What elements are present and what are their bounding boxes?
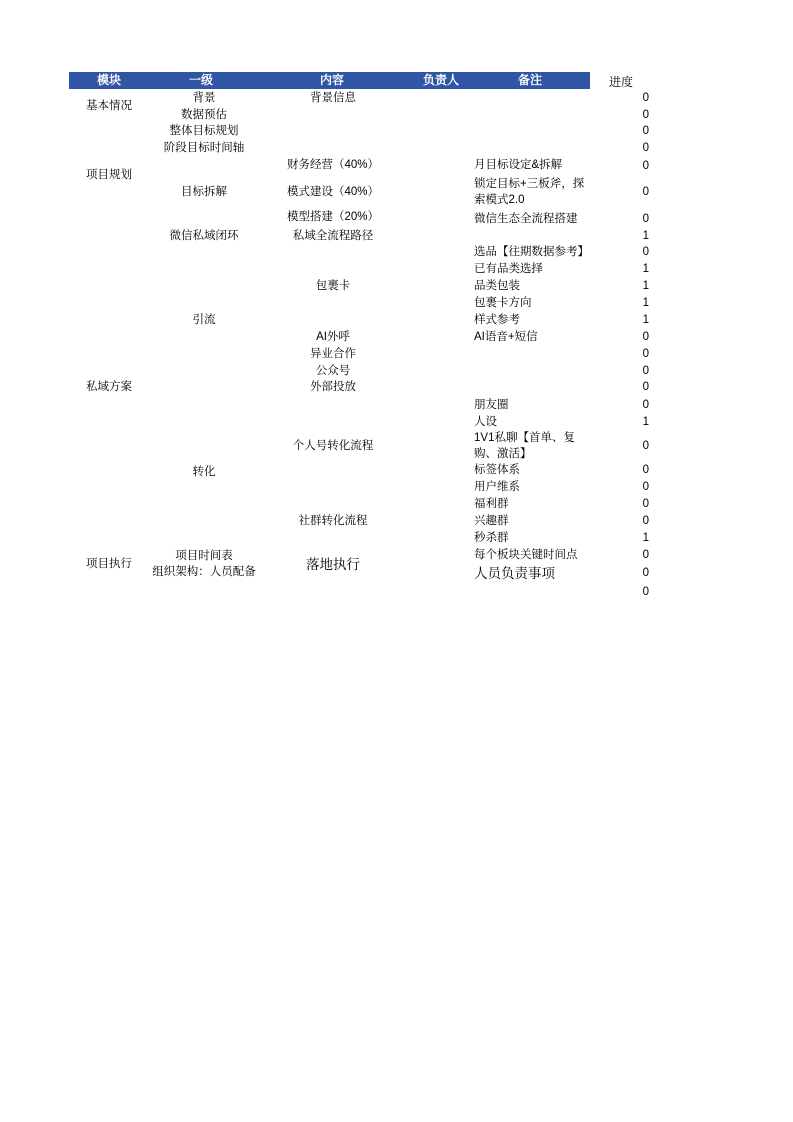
remark-cell: 每个板块关键时间点 bbox=[474, 549, 578, 561]
progress-cell: 0 bbox=[642, 567, 649, 579]
progress-cell: 0 bbox=[642, 213, 649, 225]
content-cell: 公众号 bbox=[315, 365, 351, 377]
progress-cell: 1 bbox=[642, 297, 649, 309]
level1-cell: 整体目标规划 bbox=[169, 125, 239, 137]
content-cell: 财务经营（40%） bbox=[286, 159, 380, 171]
progress-cell: 0 bbox=[642, 498, 649, 510]
level1-cell: 背景 bbox=[192, 92, 216, 104]
progress-cell: 0 bbox=[642, 464, 649, 476]
progress-cell: 0 bbox=[642, 92, 649, 104]
content-cell: 私域全流程路径 bbox=[292, 230, 374, 242]
module-cell: 私域方案 bbox=[86, 381, 132, 393]
progress-cell: 0 bbox=[642, 142, 649, 154]
level1-cell: 引流 bbox=[192, 314, 216, 326]
module-cell: 基本情况 bbox=[86, 100, 132, 112]
progress-cell: 0 bbox=[642, 515, 649, 527]
remark-cell: 已有品类选择 bbox=[474, 263, 543, 275]
level1-cell: 项目时间表 bbox=[175, 550, 233, 562]
header-owner: 负责人 bbox=[422, 73, 459, 87]
content-cell: 模式建设（40%） bbox=[286, 186, 380, 198]
content-cell: 背景信息 bbox=[310, 92, 356, 104]
progress-cell: 0 bbox=[642, 549, 649, 561]
progress-cell: 0 bbox=[642, 160, 649, 172]
content-cell: 个人号转化流程 bbox=[292, 440, 374, 452]
content-cell: 落地执行 bbox=[306, 557, 360, 572]
module-cell: 项目规划 bbox=[86, 169, 132, 181]
progress-cell: 0 bbox=[642, 125, 649, 137]
progress-cell: 1 bbox=[642, 280, 649, 292]
content-cell: 社群转化流程 bbox=[298, 515, 368, 527]
level1-cell: 阶段目标时间轴 bbox=[163, 142, 245, 154]
remark-cell: 包裹卡方向 bbox=[474, 297, 532, 309]
remark-cell: 品类包装 bbox=[474, 280, 520, 292]
header-progress: 进度 bbox=[609, 75, 634, 89]
header-module: 模块 bbox=[96, 73, 121, 87]
content-cell: 异业合作 bbox=[310, 348, 356, 360]
header-remark: 备注 bbox=[517, 73, 542, 87]
content-cell: AI外呼 bbox=[316, 331, 350, 343]
level1-cell: 组织架构：人员配备 bbox=[152, 566, 256, 578]
progress-cell: 0 bbox=[642, 381, 649, 393]
progress-cell: 0 bbox=[642, 186, 649, 198]
remark-cell: 人设 bbox=[474, 416, 497, 428]
module-cell: 项目执行 bbox=[86, 558, 132, 570]
progress-cell: 0 bbox=[642, 586, 649, 598]
progress-cell: 1 bbox=[642, 314, 649, 326]
remark-cell: 样式参考 bbox=[474, 314, 520, 326]
progress-cell: 0 bbox=[642, 246, 649, 258]
content-cell: 模型搭建（20%） bbox=[286, 211, 380, 223]
remark-cell: 标签体系 bbox=[474, 464, 520, 476]
remark-cell: 锁定目标+三板斧，探索模式2.0 bbox=[474, 178, 585, 206]
progress-cell: 1 bbox=[642, 263, 649, 275]
remark-cell: 选品【往期数据参考】 bbox=[474, 246, 589, 258]
remark-cell: 兴趣群 bbox=[474, 515, 509, 527]
remark-cell: AI语音+短信 bbox=[474, 331, 538, 343]
progress-cell: 0 bbox=[642, 331, 649, 343]
level1-cell: 数据预估 bbox=[181, 109, 227, 121]
level1-cell: 微信私域闭环 bbox=[169, 230, 239, 242]
remark-cell: 微信生态全流程搭建 bbox=[474, 213, 578, 225]
progress-cell: 0 bbox=[642, 399, 649, 411]
progress-cell: 0 bbox=[642, 440, 649, 452]
progress-cell: 0 bbox=[642, 481, 649, 493]
remark-cell: 秒杀群 bbox=[474, 532, 509, 544]
remark-cell: 福利群 bbox=[474, 498, 509, 510]
progress-cell: 0 bbox=[642, 365, 649, 377]
level1-cell: 转化 bbox=[192, 466, 216, 478]
level1-cell: 目标拆解 bbox=[181, 186, 227, 198]
header-level1: 一级 bbox=[188, 73, 213, 87]
remark-cell: 人员负责事项 bbox=[474, 566, 555, 581]
progress-cell: 1 bbox=[642, 532, 649, 544]
remark-cell: 1V1私聊【首单、复购、激活】 bbox=[474, 432, 575, 460]
progress-cell: 1 bbox=[642, 416, 649, 428]
remark-cell: 用户维系 bbox=[474, 481, 520, 493]
remark-cell: 月目标设定&拆解 bbox=[474, 159, 563, 171]
progress-cell: 1 bbox=[642, 230, 649, 242]
header-content: 内容 bbox=[319, 73, 344, 87]
remark-cell: 朋友圈 bbox=[474, 399, 509, 411]
progress-cell: 0 bbox=[642, 348, 649, 360]
content-cell: 包裹卡 bbox=[315, 280, 351, 292]
content-cell: 外部投放 bbox=[310, 381, 356, 393]
table-header bbox=[69, 72, 590, 89]
progress-cell: 0 bbox=[642, 109, 649, 121]
